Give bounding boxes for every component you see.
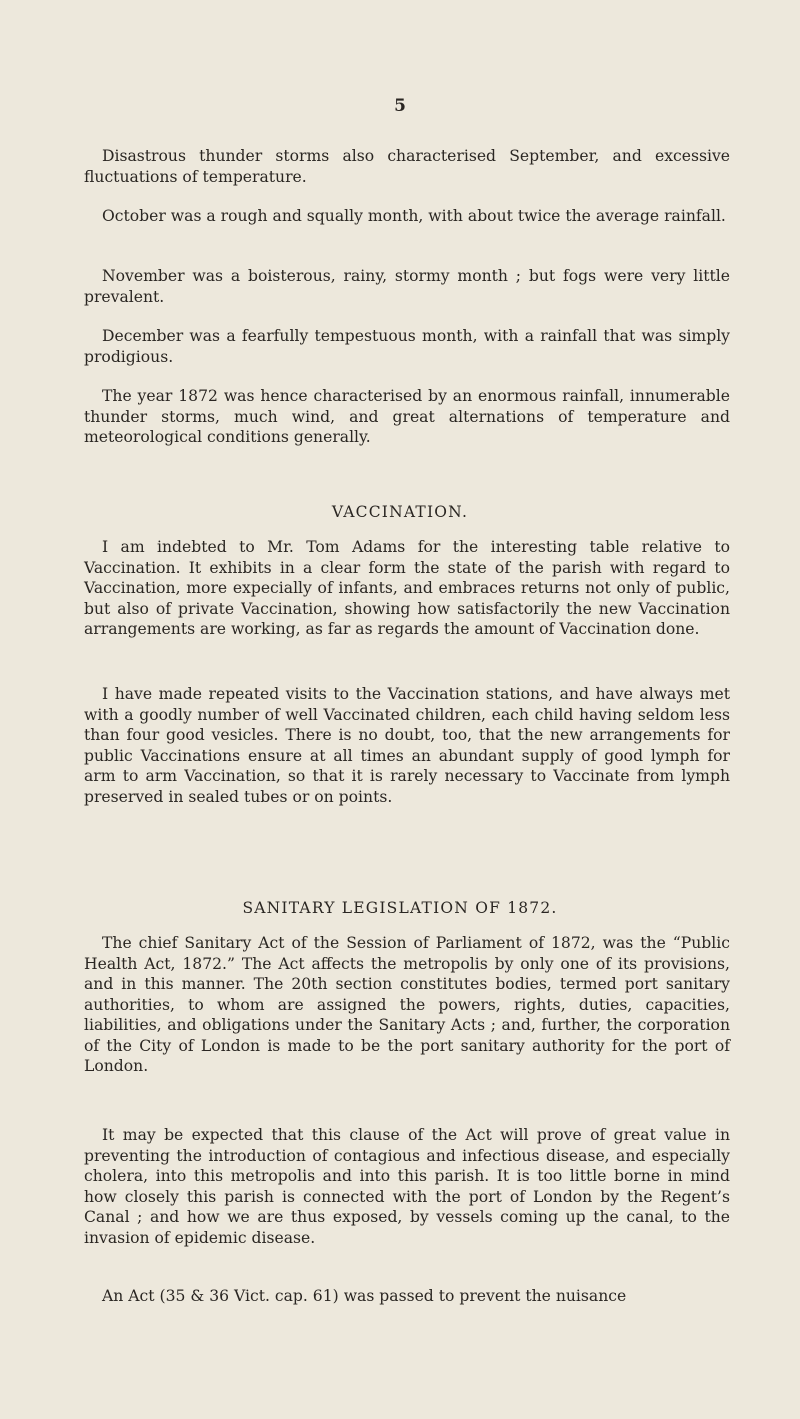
paragraph-september: Disastrous thunder storms also characterised September, and excessive fluctuations of temperature.	[84, 147, 730, 186]
vaccination-paragraph-2: I have made repeated visits to the Vaccination stations, and have always met with a goodly number of well Vaccinated children, each child having seldom less than four good vesicles. There is no doubt, too, that the new arrangements for public Vaccinations ensure at all times an abundant supply of good lymph for arm to arm Vaccination, so that it is rarely necessary to Vaccinate from lymph preserved in sealed tubes or on points.	[84, 685, 730, 806]
sanitary-paragraph-2: It may be expected that this clause of the Act will prove of great value in preventing the introduction of contagious and infectious disease, and especially cholera, into this metropolis and into this parish. It is too little borne in mind how closely this parish is connected with the port of London by the Regent’s Canal ; and how we are thus exposed, by vessels coming up the canal, to the invasion of epidemic disease.	[84, 1126, 730, 1247]
paragraph-november: November was a boisterous, rainy, stormy month ; but fogs were very little prevalent.	[84, 267, 730, 306]
page-number: 5	[394, 96, 406, 116]
sanitary-legislation-heading: SANITARY LEGISLATION OF 1872.	[242, 899, 558, 917]
paragraph-october: October was a rough and squally month, with about twice the average rainfall.	[102, 207, 726, 225]
paragraph-year-summary: The year 1872 was hence characterised by an enormous rainfall, innumerable thunder storms, much wind, and great alternations of temperature and meteorological conditions generally.	[84, 387, 730, 446]
sanitary-paragraph-1: The chief Sanitary Act of the Session of Parliament of 1872, was the “Public Health Act, 1872.” The Act affects the metropolis by only one of its provisions, and in this manner. The 20th section constitutes bodies, termed port sanitary authorities, to whom are assigned the powers, rights, duties, capacities, liabilities, and obligations under the Sanitary Acts ; and, further, the corporation of the City of London is made to be the port sanitary authority for the port of London.	[84, 934, 730, 1075]
paragraph-december: December was a fearfully tempestuous month, with a rainfall that was simply prodigious.	[84, 327, 730, 366]
vaccination-paragraph-1: I am indebted to Mr. Tom Adams for the interesting table relative to Vaccination. It exhibits in a clear form the state of the parish with regard to Vaccination, more expecially of infants, and embraces returns not only of public, but also of private Vaccination, showing how satisfactorily the new Vaccination arrangements are working, as far as regards the amount of Vaccination done.	[84, 538, 730, 638]
sanitary-paragraph-3: An Act (35 & 36 Vict. cap. 61) was passed to prevent the nuisance	[102, 1287, 627, 1305]
vaccination-heading: VACCINATION.	[331, 503, 469, 521]
